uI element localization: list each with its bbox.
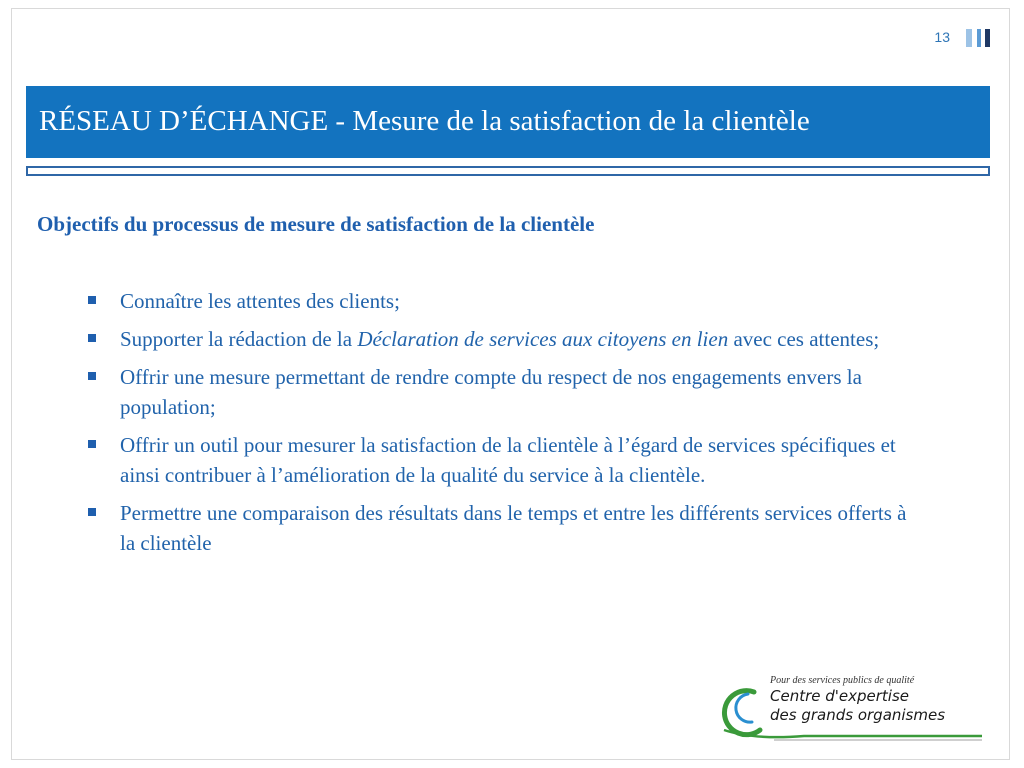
bullet-item [87, 286, 907, 316]
page-number: 13 [934, 29, 950, 45]
bar-medium [977, 29, 981, 47]
square-bullet-icon [88, 334, 96, 342]
logo-name-line-2: des grands organismes [770, 706, 946, 724]
bullet-text: Offrir une mesure permettant de rendre compte du respect de nos engagements envers la population; [120, 365, 862, 419]
section-heading: Objectifs du processus de mesure de satisfaction de la clientèle [37, 212, 595, 236]
bullet-text: Permettre une comparaison des résultats dans le temps et entre les différents services offerts à la clientèle [120, 501, 907, 555]
title-band [26, 86, 990, 158]
bar-dark [985, 29, 990, 47]
slide-title: RÉSEAU D’ÉCHANGE - Mesure de la satisfaction de la clientèle [39, 105, 810, 137]
logo-name-line-1: Centre d'expertise [770, 687, 910, 705]
title-underline [26, 166, 990, 176]
bullet-item [87, 362, 907, 422]
bullet-list [87, 286, 907, 566]
logo-name [770, 687, 945, 725]
bullet-item [87, 324, 907, 354]
square-bullet-icon [88, 372, 96, 380]
bullet-text: Connaître les attentes des clients; [120, 289, 400, 313]
bar-light [966, 29, 972, 47]
bullet-item [87, 430, 907, 490]
bullet-text-italic: Déclaration de services aux citoyens en lien [357, 327, 729, 351]
logo-tagline: Pour des services publics de qualité [770, 675, 915, 686]
bullet-text-end: avec ces attentes; [728, 327, 880, 351]
bullet-text: Offrir un outil pour mesurer la satisfaction de la clientèle à l’égard de services spécifiques et ainsi contribuer à l’amélioration de la qualité du service à la clientèle. [120, 433, 896, 487]
square-bullet-icon [88, 440, 96, 448]
cego-logo [714, 674, 986, 740]
square-bullet-icon [88, 508, 96, 516]
bullet-item [87, 498, 907, 558]
bullet-text: Supporter la rédaction de la [120, 327, 358, 351]
square-bullet-icon [88, 296, 96, 304]
